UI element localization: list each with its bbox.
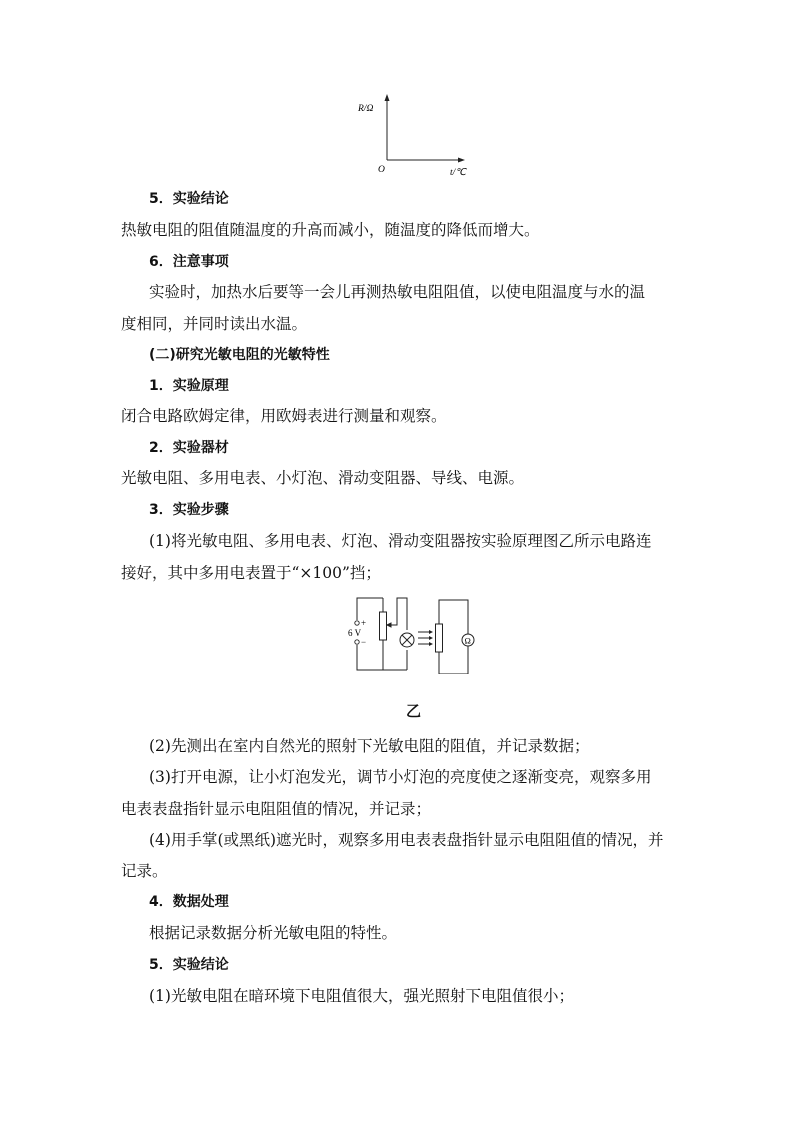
sec6-heading: 6．注意事项 [149, 254, 229, 270]
battery-plus-label: + [361, 618, 367, 628]
graph-y-label: R/Ω [358, 104, 374, 114]
sec6-line2: 度相同，并同时读出水温。 [121, 315, 308, 333]
p1-heading: 1．实验原理 [149, 378, 229, 394]
p2-text: 光敏电阻、多用电表、小灯泡、滑动变阻器、导线、电源。 [121, 469, 525, 487]
step4-line2: 记录。 [121, 862, 168, 880]
p4-heading: 4．数据处理 [149, 894, 229, 910]
circuit-caption: 乙 [406, 702, 422, 720]
step2-text: (2)先测出在室内自然光的照射下光敏电阻的阻值，并记录数据； [149, 737, 590, 755]
step1-line2: 接好，其中多用电表置于“×100”挡； [121, 564, 381, 582]
step3-line2: 电表表盘指针显示电阻阻值的情况，并记录； [121, 800, 432, 818]
sec5-heading: 5．实验结论 [149, 191, 229, 207]
step1-line1: (1)将光敏电阻、多用电表、灯泡、滑动变阻器按实验原理图乙所示电路连 [149, 532, 652, 550]
graph-origin-label: O [378, 165, 385, 175]
ohmmeter-symbol: Ω [464, 635, 471, 646]
p5-heading: 5．实验结论 [149, 957, 229, 973]
resistance-temperature-graph [350, 90, 480, 182]
part2-heading: (二)研究光敏电阻的光敏特性 [149, 347, 330, 363]
p1-text: 闭合电路欧姆定律，用欧姆表进行测量和观察。 [121, 407, 447, 425]
step3-line1: (3)打开电源，让小灯泡发光，调节小灯泡的亮度使之逐渐变亮，观察多用 [149, 768, 652, 786]
battery-minus-label: − [361, 637, 367, 647]
p2-heading: 2．实验器材 [149, 440, 229, 456]
sec6-line1: 实验时，加热水后要等一会儿再测热敏电阻阻值，以使电阻温度与水的温 [149, 283, 646, 301]
p5-text: (1)光敏电阻在暗环境下电阻值很大，强光照射下电阻值很小； [149, 987, 574, 1005]
sec5-text: 热敏电阻的阻值随温度的升高而减小，随温度的降低而增大。 [121, 221, 540, 239]
battery-voltage-label: 6 V [348, 628, 362, 638]
circuit-diagram [345, 592, 475, 674]
step4-line1: (4)用手掌(或黑纸)遮光时，观察多用电表表盘指针显示电阻阻值的情况，并 [149, 831, 664, 849]
p3-heading: 3．实验步骤 [149, 502, 229, 518]
p4-text: 根据记录数据分析光敏电阻的特性。 [149, 924, 398, 942]
graph-x-label: t/℃ [450, 168, 466, 178]
